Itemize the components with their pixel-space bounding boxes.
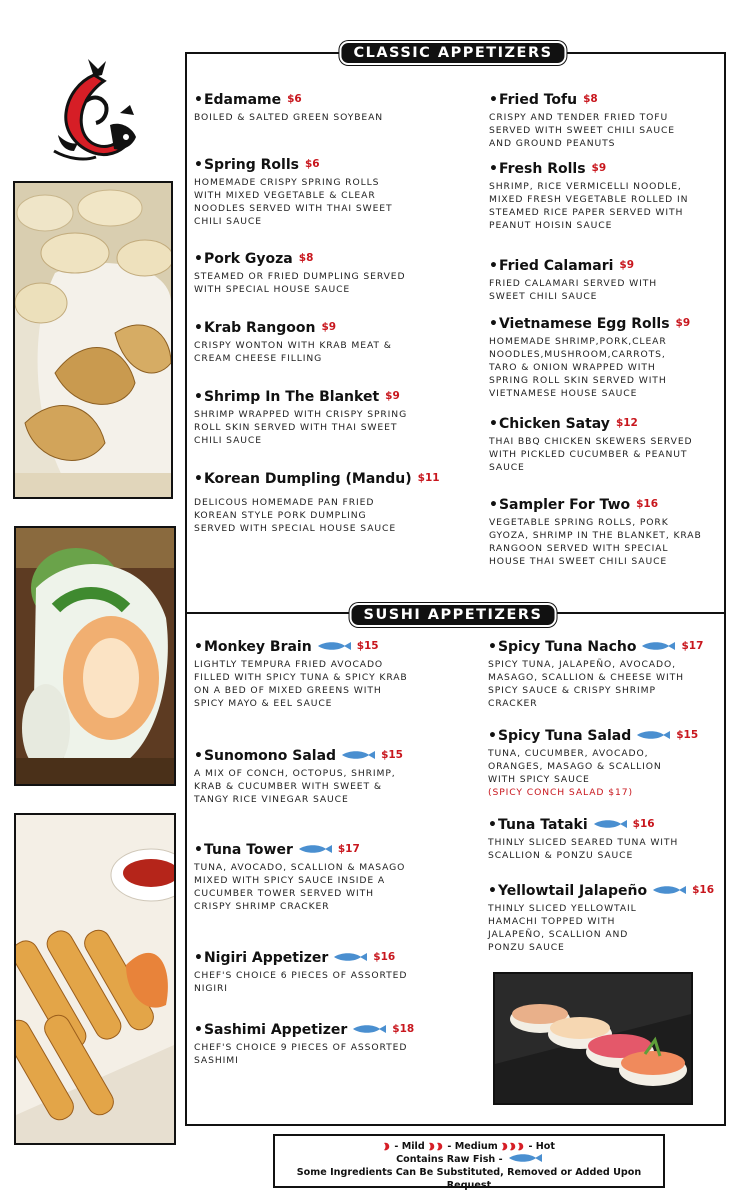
menu-item: •Pork Gyoza $^{\$8}$ STEAMED OR FRIED DUMPLING SERVED WITH SPECIAL HOUSE SAUCE: [194, 250, 424, 296]
fresh-rolls-photo: [14, 526, 176, 786]
pepper-icon: [436, 1141, 444, 1151]
item-price: $16: [636, 498, 659, 510]
item-name: Sampler For Two: [498, 497, 631, 513]
classic-appetizers-heading: CLASSIC APPETIZERS: [339, 41, 566, 65]
item-name: Pork Gyoza: [203, 251, 293, 267]
item-description: TUNA, AVOCADO, SCALLION & MASAGO MIXED WITH SPICY SAUCE INSIDE A CUCUMBER TOWER SERVED WITH CRISPY SHRIMP CRACKER: [194, 862, 406, 912]
pepper-icon: [383, 1141, 391, 1151]
menu-item: •Tuna Tower $^{\$17}$ TUNA, AVOCADO, SCALLION & MASAGO MIXED WITH SPICY SAUCE INSIDE A CUCUMBER TOWER SERVED WITH CRISPY SHRIMP CRACKER: [194, 841, 409, 913]
item-description: CRISPY AND TENDER FRIED TOFU SERVED WITH SWEET CHILI SAUCE AND GROUND PEANUTS: [489, 112, 676, 149]
fish-icon: [317, 641, 351, 651]
item-description: HOMEMADE CRISPY SPRING ROLLS WITH MIXED VEGETABLE & CLEAR NOODLES SERVED WITH THAI SWEET CHILI SAUCE: [194, 177, 393, 227]
item-name: Shrimp In The Blanket: [203, 389, 380, 405]
item-name: Yellowtail Jalapeño: [497, 883, 648, 899]
item-price: $8: [298, 252, 314, 264]
item-price: $15: [381, 749, 403, 761]
item-price: $15: [676, 729, 699, 741]
item-name: Fried Tofu: [498, 92, 578, 108]
dumplings-photo: [13, 181, 173, 499]
item-description: BOILED & SALTED GREEN SOYBEAN: [194, 112, 384, 123]
item-description: THAI BBQ CHICKEN SKEWERS SERVED WITH PICKLED CUCUMBER & PEANUT SAUCE: [489, 436, 693, 473]
item-name: Chicken Satay: [498, 416, 610, 432]
item-name: Edamame: [203, 92, 282, 108]
item-price: $15: [356, 640, 379, 652]
menu-item: •Shrimp In The Blanket $^{\$9}$ SHRIMP WRAPPED WITH CRISPY SPRING ROLL SKIN SERVED WITH THAI SWEET CHILI SAUCE: [194, 389, 408, 446]
item-description: FRIED CALAMARI SERVED WITH SWEET CHILI SAUCE: [489, 278, 658, 302]
spice-legend: [275, 1140, 663, 1153]
menu-item: •Sunomono Salad $^{\$15}$ A MIX OF CONCH, OCTOPUS, SHRIMP, KRAB & CUCUMBER WITH SWEET & TANGY RICE VINEGAR SAUCE: [194, 747, 409, 806]
menu-item: •Spring Rolls $^{\$6}$ HOMEMADE CRISPY SPRING ROLLS WITH MIXED VEGETABLE & CLEAR NOODLES SERVED WITH THAI SWEET CHILI SAUCE: [194, 156, 409, 228]
pepper-icon: [428, 1141, 436, 1151]
raw-fish-legend: [275, 1153, 663, 1166]
item-description: TUNA, CUCUMBER, AVOCADO, ORANGES, MASAGO & SCALLION WITH SPICY SAUCE: [488, 748, 662, 785]
substitution-note: Some Ingredients Can Be Substituted, Removed or Added Upon Request: [296, 1167, 642, 1191]
item-price: $17: [681, 640, 704, 652]
koi-logo: [50, 55, 140, 165]
item-price: $16: [373, 951, 396, 963]
item-price: $9: [321, 321, 337, 333]
mild-label: - Mild: [394, 1141, 425, 1152]
item-name: Krab Rangoon: [203, 320, 316, 336]
item-description: VEGETABLE SPRING ROLLS, PORK GYOZA, SHRIMP IN THE BLANKET, KRAB RANGOON SERVED WITH SPECIAL HOUSE THAI SWEET CHILI SAUCE: [489, 517, 702, 567]
item-name: Sashimi Appetizer: [203, 1022, 348, 1038]
item-price: $12: [615, 417, 638, 429]
item-price: $9: [591, 162, 607, 174]
fish-icon: [333, 952, 367, 962]
pepper-icon: [517, 1141, 525, 1151]
fish-icon: [652, 885, 686, 895]
menu-item: •Tuna Tataki $^{\$16}$ THINLY SLICED SEARED TUNA WITH SCALLION & PONZU SAUCE: [488, 816, 693, 862]
sushi-appetizers-heading: SUSHI APPETIZERS: [350, 603, 557, 627]
menu-item: •Korean Dumpling (Mandu) $^{\$11}$ DELICOUS HOMEMADE PAN FRIED KOREAN STYLE PORK DUMPLING SERVED WITH SPECIAL HOUSE SAUCE: [194, 471, 440, 534]
item-description: THINLY SLICED YELLOWTAIL HAMACHI TOPPED WITH JALAPEÑO, SCALLION AND PONZU SAUCE: [488, 903, 637, 953]
fried-shrimp-rolls-photo: [14, 813, 176, 1145]
item-name: Sunomono Salad: [203, 748, 337, 764]
menu-item: •Chicken Satay $^{\$12}$ THAI BBQ CHICKEN SKEWERS SERVED WITH PICKLED CUCUMBER & PEANUT SAUCE: [489, 416, 693, 473]
item-description: CHEF'S CHOICE 6 PIECES OF ASSORTED NIGIRI: [194, 970, 408, 994]
fish-icon: [593, 819, 627, 829]
fish-icon: [508, 1153, 542, 1163]
item-name: Nigiri Appetizer: [203, 950, 329, 966]
item-description: CRISPY WONTON WITH KRAB MEAT & CREAM CHEESE FILLING: [194, 340, 392, 364]
item-note: (SPICY CONCH SALAD $17): [488, 787, 633, 798]
item-description: LIGHTLY TEMPURA FRIED AVOCADO FILLED WITH SPICY TUNA & SPICY KRAB ON A BED OF MIXED GREENS WITH SPICY MAYO & EEL SAUCE: [194, 659, 408, 709]
item-description: STEAMED OR FRIED DUMPLING SERVED WITH SPECIAL HOUSE SAUCE: [194, 271, 406, 295]
menu-item: •Spicy Tuna Nacho $^{\$17}$ SPICY TUNA, JALAPEÑO, AVOCADO, MASAGO, SCALLION & CHEESE WITH SPICY SAUCE & CRISPY SHRIMP CRACKER: [488, 639, 704, 709]
menu-item: •Fried Tofu $^{\$8}$ CRISPY AND TENDER FRIED TOFU SERVED WITH SWEET CHILI SAUCE AND GROUND PEANUTS: [489, 91, 694, 150]
item-price: $9: [385, 390, 400, 402]
menu-item: •Sashimi Appetizer $^{\$18}$ CHEF'S CHOICE 9 PIECES OF ASSORTED SASHIMI: [194, 1021, 419, 1067]
legend-box: [273, 1134, 665, 1191]
nigiri-photo: [493, 972, 693, 1105]
pepper-icon: [509, 1141, 517, 1151]
item-name: Fried Calamari: [498, 258, 614, 274]
item-description: A MIX OF CONCH, OCTOPUS, SHRIMP, KRAB & CUCUMBER WITH SWEET & TANGY RICE VINEGAR SAUCE: [194, 768, 396, 805]
item-name: Tuna Tataki: [497, 817, 588, 833]
item-name: Spicy Tuna Nacho: [497, 639, 637, 655]
menu-item: •Fresh Rolls $^{\$9}$ SHRIMP, RICE VERMICELLI NOODLE, MIXED FRESH VEGETABLE ROLLED IN STEAMED RICE PAPER SERVED WITH PEANUT HOISIN SAUCE: [489, 160, 694, 232]
menu-item: •Spicy Tuna Salad $^{\$15}$ TUNA, CUCUMBER, AVOCADO, ORANGES, MASAGO & SCALLION WITH SPICY SAUCE (SPICY CONCH SALAD $17): [488, 728, 699, 798]
item-price: $11: [417, 472, 440, 484]
pepper-icon: [501, 1141, 509, 1151]
item-name: Spicy Tuna Salad: [497, 728, 632, 744]
item-description: HOMEMADE SHRIMP,PORK,CLEAR NOODLES,MUSHROOM,CARROTS, TARO & ONION WRAPPED WITH SPRING ROLL SKIN SERVED WITH VIETNAMESE HOUSE SAUCE: [489, 336, 667, 399]
item-name: Fresh Rolls: [498, 161, 586, 177]
item-price: $18: [392, 1023, 415, 1035]
menu-item: •Edamame $^{\$6}$ BOILED & SALTED GREEN SOYBEAN: [194, 91, 409, 124]
item-price: $8: [583, 93, 598, 105]
item-name: Korean Dumpling (Mandu): [203, 471, 412, 487]
item-price: $16: [692, 884, 714, 896]
item-description: SHRIMP, RICE VERMICELLI NOODLE, MIXED FRESH VEGETABLE ROLLED IN STEAMED RICE PAPER SERVED WITH PEANUT HOISIN SAUCE: [489, 181, 689, 231]
item-price: $6: [287, 93, 302, 105]
fish-icon: [636, 730, 670, 740]
menu-item: •Krab Rangoon $^{\$9}$ CRISPY WONTON WITH KRAB MEAT & CREAM CHEESE FILLING: [194, 319, 409, 365]
item-price: $6: [304, 158, 320, 170]
item-price: $9: [619, 259, 635, 271]
item-price: $17: [337, 843, 360, 855]
item-description: THINLY SLICED SEARED TUNA WITH SCALLION & PONZU SAUCE: [488, 837, 679, 861]
item-name: Monkey Brain: [203, 639, 312, 655]
item-description: CHEF'S CHOICE 9 PIECES OF ASSORTED SASHIMI: [194, 1042, 408, 1066]
hot-label: - Hot: [528, 1141, 555, 1152]
medium-label: - Medium: [447, 1141, 498, 1152]
menu-item: •Vietnamese Egg Rolls $^{\$9}$ HOMEMADE SHRIMP,PORK,CLEAR NOODLES,MUSHROOM,CARROTS, TARO & ONION WRAPPED WITH SPRING ROLL SKIN SERVED WITH VIETNAMESE HOUSE SAUCE: [489, 315, 694, 400]
menu-item: •Sampler For Two $^{\$16}$ VEGETABLE SPRING ROLLS, PORK GYOZA, SHRIMP IN THE BLANKET, KRAB RANGOON SERVED WITH SPECIAL HOUSE THAI SWEET CHILI SAUCE: [489, 496, 704, 568]
item-description: SPICY TUNA, JALAPEÑO, AVOCADO, MASAGO, SCALLION & CHEESE WITH SPICY SAUCE & CRISPY SHRIMP CRACKER: [488, 659, 684, 709]
item-price: $16: [632, 818, 655, 830]
item-name: Vietnamese Egg Rolls: [498, 316, 670, 332]
item-description: DELICOUS HOMEMADE PAN FRIED KOREAN STYLE PORK DUMPLING SERVED WITH SPECIAL HOUSE SAUCE: [194, 497, 397, 534]
item-description: SHRIMP WRAPPED WITH CRISPY SPRING ROLL SKIN SERVED WITH THAI SWEET CHILI SAUCE: [194, 409, 408, 446]
menu-item: •Monkey Brain $^{\$15}$ LIGHTLY TEMPURA FRIED AVOCADO FILLED WITH SPICY TUNA & SPICY KRAB ON A BED OF MIXED GREENS WITH SPICY MAYO & EEL SAUCE: [194, 639, 408, 709]
item-price: $9: [675, 317, 691, 329]
fish-icon: [352, 1024, 386, 1034]
menu-item: •Nigiri Appetizer $^{\$16}$ CHEF'S CHOICE 6 PIECES OF ASSORTED NIGIRI: [194, 950, 408, 994]
menu-item: •Yellowtail Jalapeño $^{\$16}$ THINLY SLICED YELLOWTAIL HAMACHI TOPPED WITH JALAPEÑO, SCALLION AND PONZU SAUCE: [488, 883, 714, 953]
fish-icon: [298, 844, 332, 854]
item-name: Tuna Tower: [203, 842, 293, 858]
raw-fish-label: Contains Raw Fish -: [396, 1154, 503, 1165]
menu-item: •Fried Calamari $^{\$9}$ FRIED CALAMARI SERVED WITH SWEET CHILI SAUCE: [489, 257, 694, 303]
item-name: Spring Rolls: [203, 157, 299, 173]
fish-icon: [341, 750, 375, 760]
fish-icon: [641, 641, 675, 651]
